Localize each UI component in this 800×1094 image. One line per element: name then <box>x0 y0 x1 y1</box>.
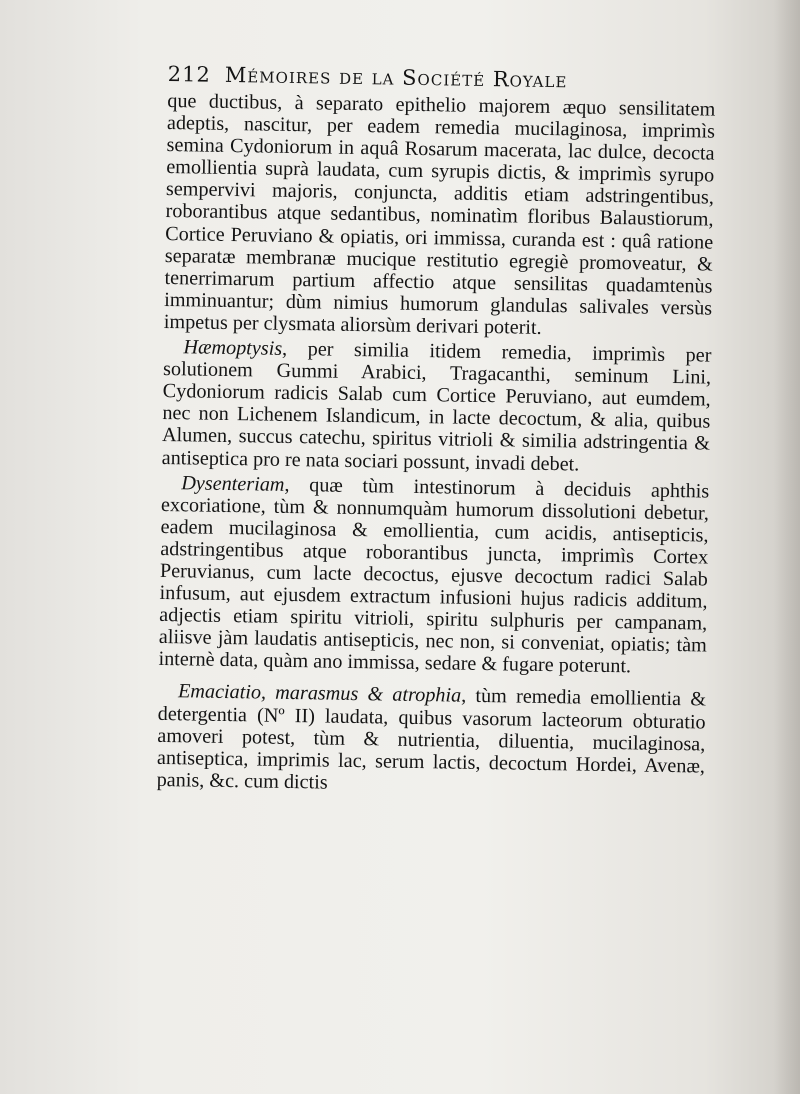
paragraph-emaciatio <box>156 680 706 799</box>
running-title: Mémoires de la Société Royale <box>224 62 568 93</box>
page-number: 212 <box>167 61 212 87</box>
paragraph-lead-term: Dysenteriam <box>181 471 285 496</box>
paragraph-continuation <box>164 90 716 342</box>
paragraph-dysenteriam <box>158 472 709 679</box>
body-text <box>156 90 715 799</box>
page-edge-shadow <box>774 0 800 1094</box>
paragraph-text: , tùm remedia emollientia & detergentia (Nº II) laudata, quibus vasorum lacteorum obturatio amoveri potest, tùm & nutrientia, diluentia, mucilaginosa, antiseptica, imprimis lac, serum lactis, decoctum Hordei, Avenæ, panis, &c. cum dictis <box>156 685 707 794</box>
paragraph-text: , per similia itidem remedia, imprimìs per solutionem Gummi Arabici, Tragacanthi, seminum Lini, Cydoniorum radicis Salab cum Cortice Peruviano, aut eumdem, nec non Lichenem Islandicum, in lacte decoctum, & alia, quibus Alumen, succus catechu, spiritus vitrioli & similia adstringentia & antiseptica pro re nata sociari possunt, invadi debet. <box>161 337 712 476</box>
paragraph-lead-term: Emaciatio, marasmus & atrophia <box>177 680 462 708</box>
paragraph-text: que ductibus, à separato epithelio majorem æquo sensilitatem adeptis, nascitur, per eadem remedia mucilaginosa, imprimìs semina Cydoniorum in aquâ Rosarum macerata, lac dulce, decocta emollientia suprà laudata, cum syrupis dictis, & imprimìs syrupo sempervivi majoris, conjuncta, additis etiam adstringentibus, roborantibus atque sedantibus, nominatìm floribus Balaustiorum, Cortice Peruviano & opiatis, ori immissa, curanda est : quâ ratione separatæ membranæ mucique restitutio egregiè promoveatur, & tenerrimarum partium affectio atque sensilitas quadamtenùs imminuantur; dùm nimius humorum glandulas salivales versùs impetus per clysmata aliorsùm derivari poterit. <box>163 89 716 339</box>
paragraph-haemoptysis <box>162 336 712 477</box>
page-content <box>156 58 715 799</box>
paragraph-text: , quæ tùm intestinorum à deciduis aphthis excoriatione, tùm & nonnumquàm humorum dissolutioni debetur, eadem mucilaginosa & emollientia, cum acidis, antisepticis, adstringentibus atque roborantibus juncta, imprimìs Cortex Peruvianus, cum lacte decoctus, ejusve decoctum radici Salab infusum, aut ejusdem extractum infusioni hujus radicis additum, adjectis etiam spiritu vitrioli, spiritu sulphuris per campanam, aliisve jàm laudatis antisepticis, nec non, si conveniat, opiatis; tàm internè data, quàm ano immissa, sedare & fugare poterunt. <box>158 473 710 678</box>
paragraph-lead-term: Hæmoptysis <box>183 336 283 360</box>
